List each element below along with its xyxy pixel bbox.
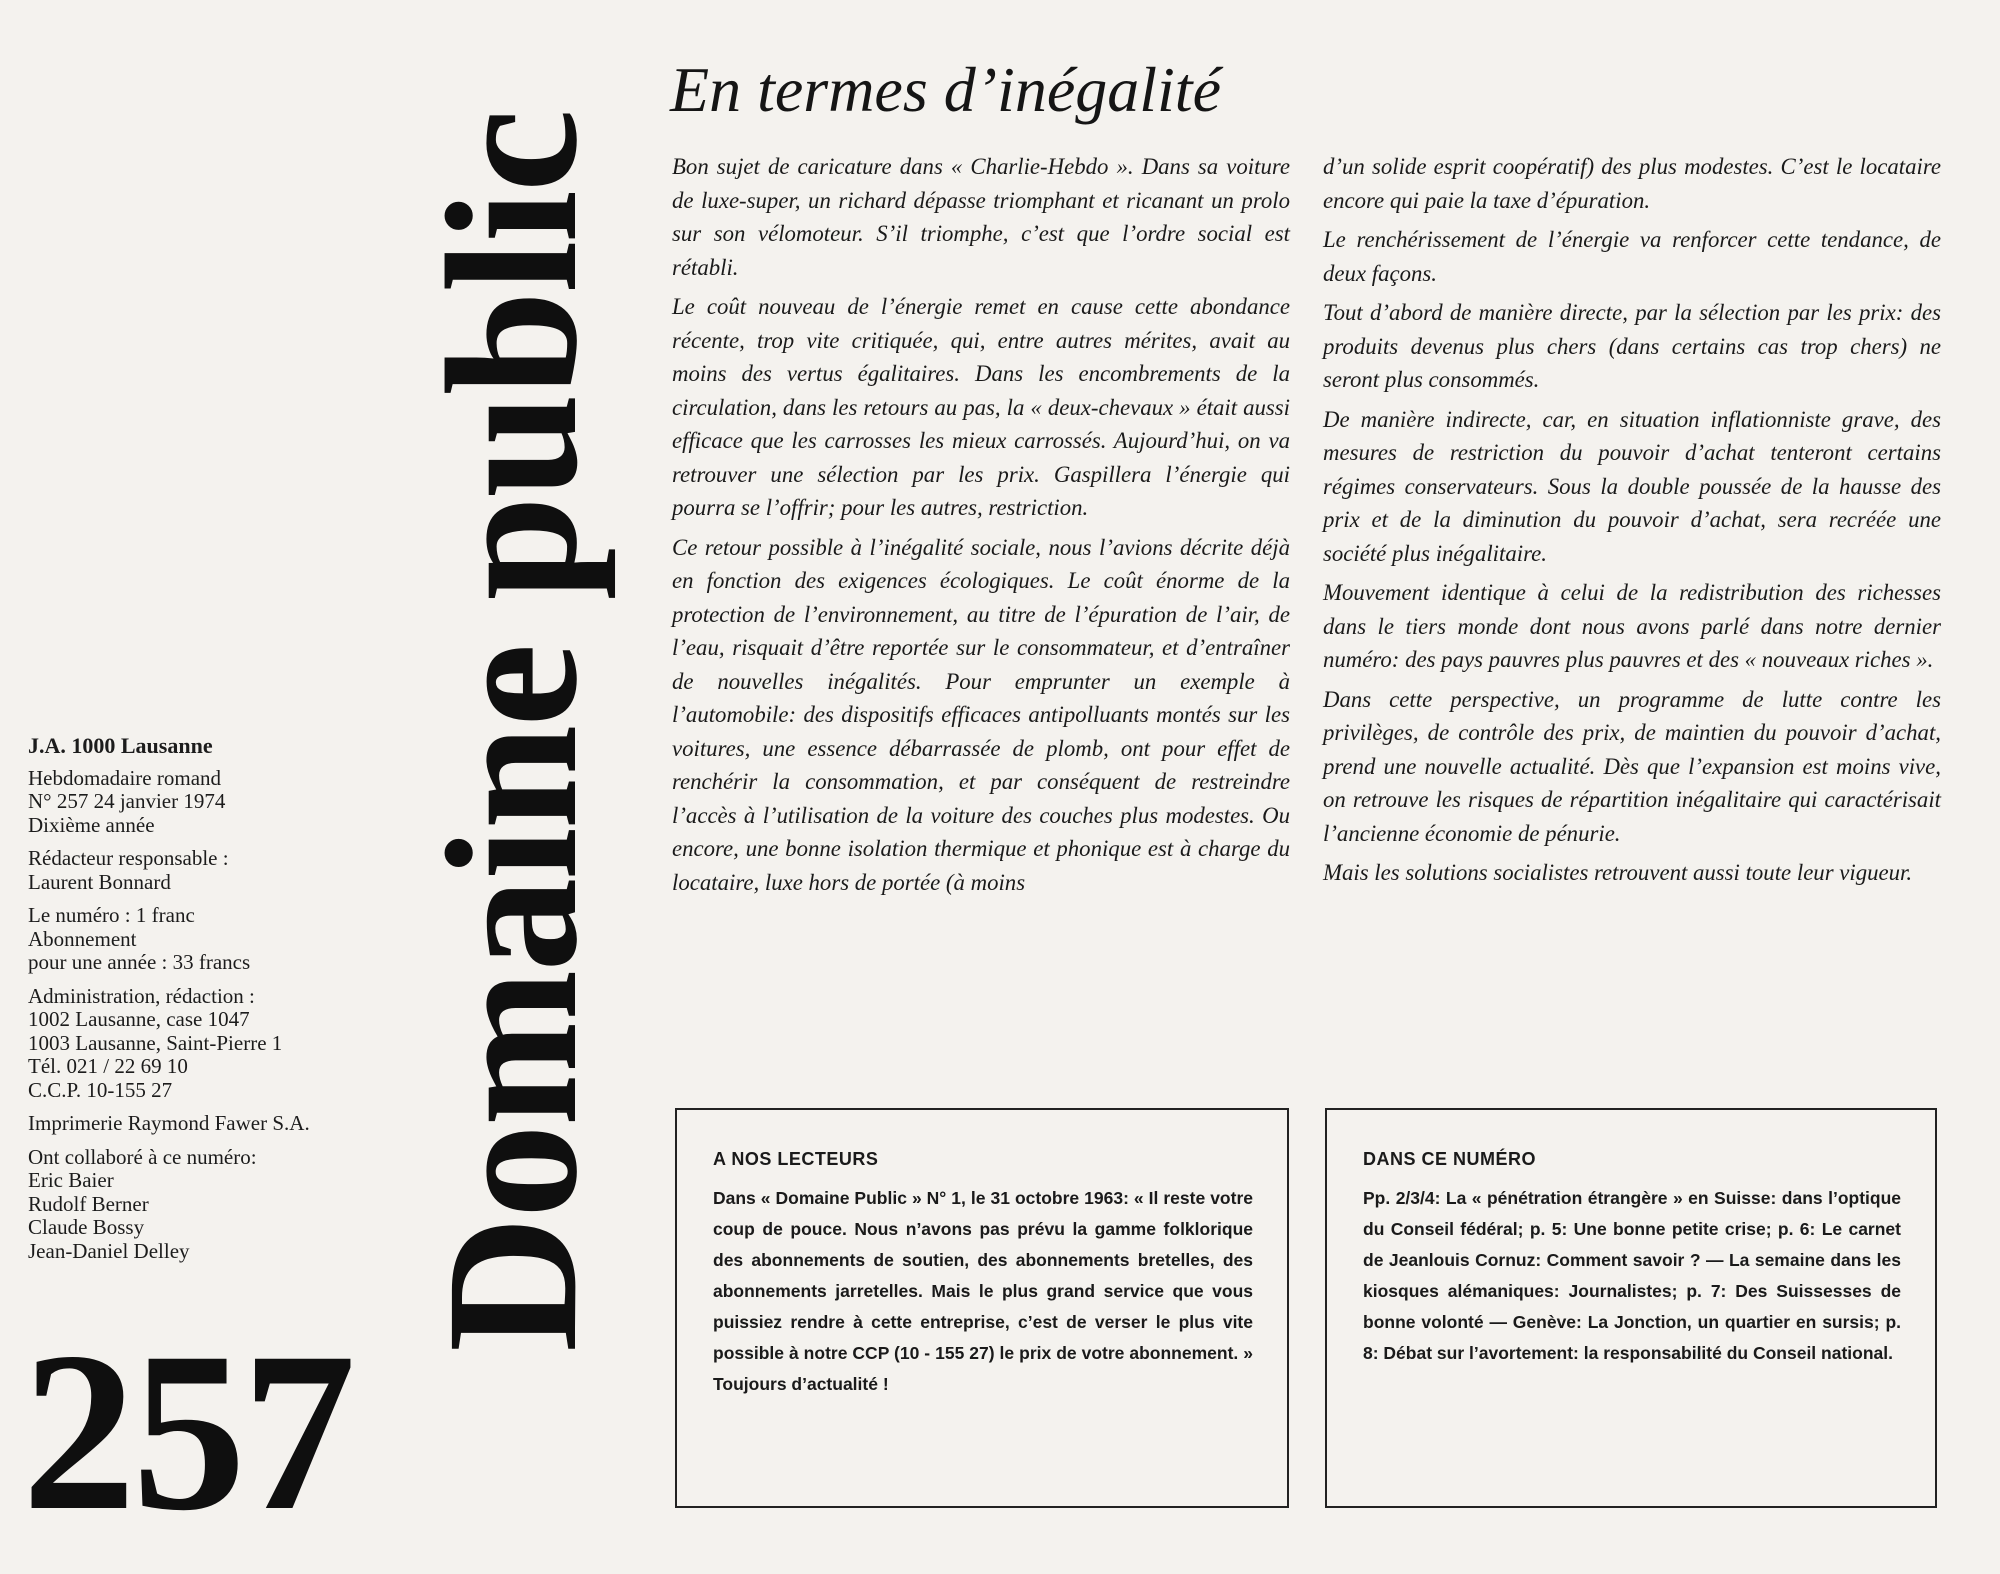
info-line: N° 257 24 janvier 1974: [28, 789, 226, 814]
info-line: Tél. 021 / 22 69 10: [28, 1054, 188, 1079]
editor-info: [28, 847, 328, 894]
article-paragraph: Ce retour possible à l’inégalité sociale, nous l’avions décrite déjà en fonction des exigences écologiques. Le coût énorme de la protection de l’environnement, au titre de l’épuration de l’air, de l’eau, risquait d’être reportée sur le consommateur, et d’entraîner de nouvelles inégalités. Pour emprunter un exemple à l’automobile: des dispositifs efficaces antipolluants montés sur les voitures, une essence débarrassée de plomb, ont pour effet de renchérir la consommation, et par conséquent de restreindre l’accès à l’utilisation de la voiture des couches plus modestes. Ou encore, une bonne isolation thermique et phonique est à charge du locataire, luxe hors de portée (à moins: [672, 534, 1290, 895]
info-line: Hebdomadaire romand: [28, 765, 222, 790]
article-paragraph: Tout d’abord de manière directe, par la sélection par les prix: des produits devenus plus chers (dans certains cas trop chers) ne seront plus consommés.: [1323, 300, 1941, 392]
info-line: Abonnement: [28, 926, 137, 951]
info-line: Imprimerie Raymond Fawer S.A.: [28, 1111, 310, 1136]
contributor-name: Claude Bossy: [28, 1215, 145, 1240]
info-line: C.C.P. 10-155 27: [28, 1077, 173, 1102]
info-line: Laurent Bonnard: [28, 869, 171, 894]
readers-notice-text: Dans « Domaine Public » N° 1, le 31 octobre 1963: « Il reste votre coup de pouce. Nous n’avons pas prévu la gamme folklorique des abonnements de soutien, des abonnements bretelles, des abonnements jarretelles. Mais le plus grand service que vous puissiez rendre à cette entreprise, c’est de verser le plus vite possible à notre CCP (10 - 155 27) le prix de votre abonnement. » Toujours d’actualité !: [713, 1188, 1253, 1394]
contents-text: Pp. 2/3/4: La « pénétration étrangère » en Suisse: dans l’optique du Conseil fédéral; p. 5: Une bonne petite crise; p. 6: Le carnet de Jeanlouis Cornuz: Comment savoir ? — La semaine dans les kiosques alémaniques: Journalistes; p. 7: Des Suissesses de bonne volonté — Genève: La Jonction, un quartier en sursis; p. 8: Débat sur l’avortement: la responsabilité du Conseil national.: [1363, 1188, 1901, 1363]
colophon: [28, 734, 328, 1273]
info-line: Rédacteur responsable :: [28, 846, 229, 871]
address-info: [28, 985, 328, 1103]
article-paragraph: Le renchérissement de l’énergie va renforcer cette tendance, de deux façons.: [1323, 227, 1941, 286]
printer-info: [28, 1112, 328, 1136]
contributor-name: Jean-Daniel Delley: [28, 1238, 190, 1263]
info-line: Ont collaboré à ce numéro:: [28, 1144, 257, 1169]
article-column-2: [1323, 150, 1941, 896]
article-column-1: [672, 150, 1290, 905]
masthead-container: [407, 110, 628, 1540]
contributors: [28, 1146, 328, 1264]
article-paragraph: De manière indirecte, car, en situation inflationniste grave, des mesures de restriction du pouvoir d’achat tenteront certains régimes conservateurs. Sous la double poussée de la hausse des prix et de la diminution du pouvoir d’achat, sera recréée une société plus inégalitaire.: [1323, 406, 1941, 566]
article-headline: En termes d’inégalité: [670, 54, 1221, 125]
issue-number: 257: [22, 1306, 352, 1558]
article-paragraph: Dans cette perspective, un programme de lutte contre les privilèges, de contrôle des prix, de maintien du pouvoir d’achat, prend une nouvelle actualité. Dès que l’expansion est moins vive, on retrouve les risques de répartition inégalitaire qui caractérisait l’ancienne économie de pénurie.: [1323, 686, 1941, 846]
info-line: 1003 Lausanne, Saint-Pierre 1: [28, 1030, 283, 1055]
contents-title: DANS CE NUMÉRO: [1363, 1149, 1537, 1169]
contents-box: [1325, 1108, 1937, 1508]
contributor-name: Eric Baier: [28, 1168, 114, 1193]
contributor-name: Rudolf Berner: [28, 1191, 149, 1216]
postal-line: J.A. 1000 Lausanne: [28, 733, 213, 758]
price-info: [28, 904, 328, 975]
article-paragraph: Mais les solutions socialistes retrouvent aussi toute leur vigueur.: [1323, 860, 1913, 885]
publication-info: [28, 767, 328, 838]
article-paragraph: d’un solide esprit coopératif) des plus modestes. C’est le locataire encore qui paie la taxe d’épuration.: [1323, 154, 1941, 213]
info-line: Administration, rédaction :: [28, 983, 255, 1008]
article-paragraph: Bon sujet de caricature dans « Charlie-Hebdo ». Dans sa voiture de luxe-super, un richard dépasse triomphant et ricanant un prolo sur son vélomoteur. S’il triomphe, c’est que l’ordre social est rétabli.: [672, 154, 1290, 280]
info-line: Le numéro : 1 franc: [28, 903, 195, 928]
info-line: 1002 Lausanne, case 1047: [28, 1007, 250, 1032]
info-line: Dixième année: [28, 812, 155, 837]
article-paragraph: Mouvement identique à celui de la redistribution des richesses dans le tiers monde dont nous avons parlé dans notre dernier numéro: des pays pauvres plus pauvres et des « nouveaux riches ».: [1323, 580, 1941, 672]
info-line: pour une année : 33 francs: [28, 950, 251, 975]
masthead-title: Domaine public: [407, 110, 616, 1352]
article-paragraph: Le coût nouveau de l’énergie remet en cause cette abondance récente, trop vite critiquée, qui, entre autres mérites, avait au moins des vertus égalitaires. Dans les encombrements de la circulation, dans les retours au pas, la « deux-chevaux » était aussi efficace que les carrosses les mieux carrossés. Aujourd’hui, on va retrouver une sélection par les prix. Gaspillera l’énergie qui pourra se l’offrir; pour les autres, restriction.: [672, 294, 1290, 520]
readers-notice-title: A NOS LECTEURS: [713, 1149, 879, 1169]
readers-notice-box: [675, 1108, 1289, 1508]
